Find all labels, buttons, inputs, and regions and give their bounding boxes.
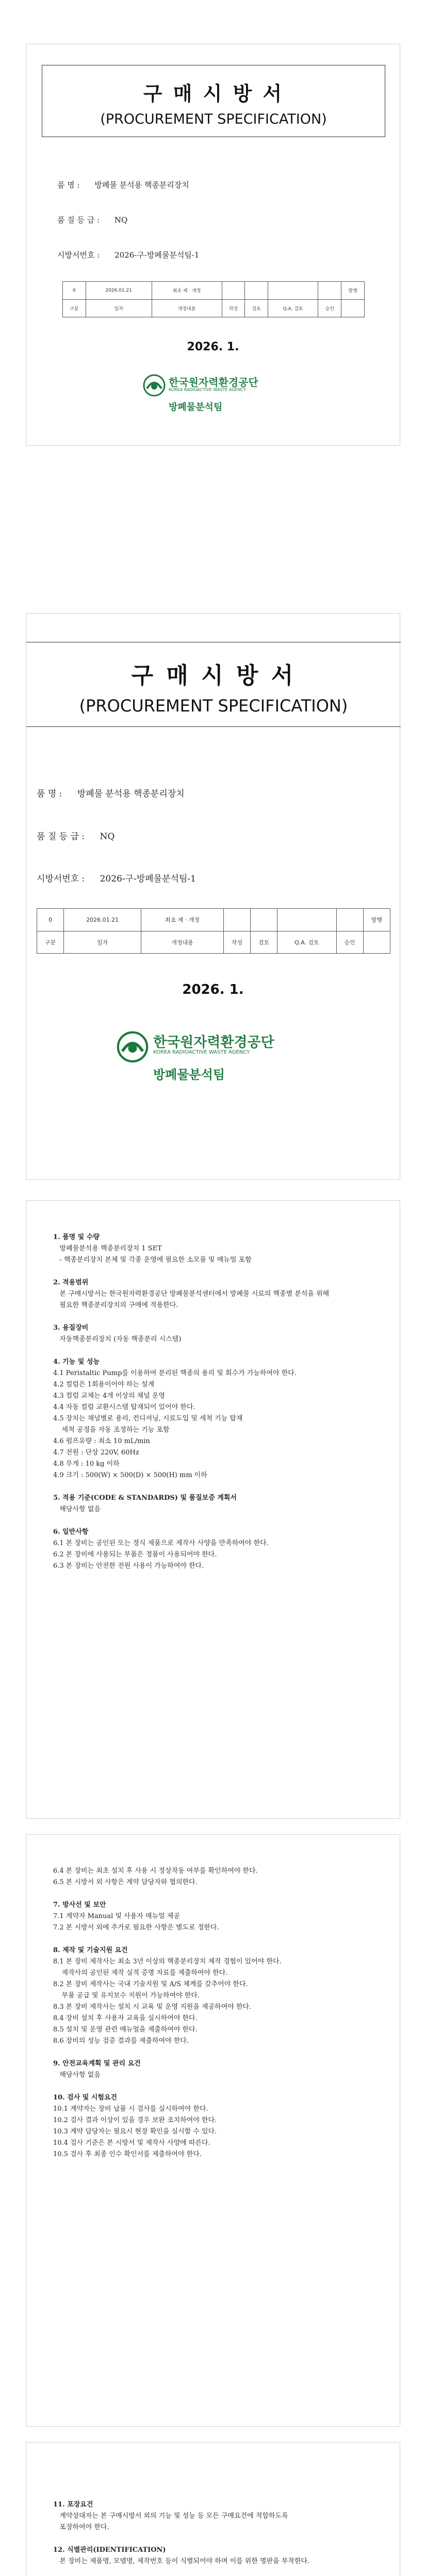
section-line: 4.1 Peristaltic Pump를 이용하여 분리된 핵종의 용리 및 회수가 가능하여야 한다.	[53, 1369, 297, 1377]
spec-page-3	[26, 2442, 400, 2576]
section-line: - 핵종분리장치 본체 및 각종 운영에 필요한 소모품 및 매뉴얼 포함	[53, 1256, 252, 1264]
cover-title-en: (PROCUREMENT SPECIFICATION)	[79, 696, 348, 716]
cover-title-box	[26, 642, 401, 727]
section-list-1	[53, 1232, 379, 1572]
section-heading: 11. 포장요건	[53, 2501, 93, 2509]
section-heading: 5. 적용 기준(CODE & STANDARDS) 및 품질보증 계획서	[53, 1494, 237, 1502]
section-line: 계약상대자는 본 구매시방서 외의 기능 및 성능 등 모든 구매요건에 적합하도록	[53, 2512, 288, 2520]
section-line: 방폐물분석용 핵종분리장치 1 SET	[53, 1245, 162, 1252]
cover-page-large	[26, 613, 400, 1180]
approval-table	[62, 281, 365, 317]
logo-name-ko: 한국원자력환경공단	[169, 376, 258, 388]
approval-row-data: 0 2026.01.21 최초 제 · 개정 발행	[63, 282, 365, 300]
section-line: 8.4 장비 설치 후 사용자 교육을 실시하여야 한다.	[53, 2014, 198, 2022]
section-line: 4.4 자동 컬럼 교환시스템 탑재되어 있어야 한다.	[53, 1403, 195, 1411]
approval-row-labels: 구분 일자 개정내용 작성 검토 Q.A. 검토 승인	[37, 931, 390, 954]
section-line: 10.4 검사 기준은 본 시방서 및 제작사 사양에 따른다.	[53, 2139, 210, 2147]
field-quality-grade: 품 질 등 급 : NQ	[37, 832, 115, 842]
section-heading: 6. 일반사항	[53, 1528, 89, 1536]
section-line: 6.3 본 장비는 안전한 전원 사용이 가능하여야 한다.	[53, 1562, 204, 1570]
approval-row-data: 0 2026.01.21 최초 제 · 개정 발행	[37, 909, 390, 931]
section-line	[53, 2567, 379, 2576]
section-line	[53, 2047, 379, 2058]
approval-table	[37, 908, 390, 954]
section-list-3	[53, 2499, 379, 2576]
section-line: 7.2 본 시방서 외에 추가로 필요한 사항은 별도로 정한다.	[53, 1924, 219, 1931]
cover-date: 2026. 1.	[187, 341, 239, 353]
section-line	[53, 1934, 379, 1945]
section-line: 6.1 본 장비는 공인된 또는 정식 제품으로 제작사 사양을 만족하여야 한다.	[53, 1539, 269, 1547]
section-line: 본 장비는 제품명, 모델명, 제작번호 등이 식별되어야 하며 이를 위한 명판을 부착한다.	[53, 2557, 310, 2565]
section-line: 8.2 본 장비 제작사는 국내 기술지원 및 A/S 체계를 갖추어야 한다.	[53, 1980, 248, 1988]
section-line: 6.4 본 장비는 최초 설치 후 사용 시 정상작동 여부를 확인하여야 한다.	[53, 1867, 258, 1875]
kora-logo-icon	[143, 374, 166, 397]
section-line: 필요한 핵종분리장치의 구매에 적용한다.	[53, 1301, 178, 1309]
section-line: 8.6 장비의 성능 검증 결과를 제출하여야 한다.	[53, 2037, 189, 2045]
logo-team: 방폐물분석팀	[153, 1067, 225, 1082]
spec-page-2	[26, 1834, 400, 2427]
section-line: 6.5 본 시방서 외 사항은 계약 담당자와 협의한다.	[53, 1878, 198, 1886]
section-line: 4.8 무게 : 10 kg 이하	[53, 1460, 120, 1468]
field-quality-grade: 품 질 등 급 : NQ	[57, 215, 128, 225]
section-line: 자동핵종분리장치 (자동 핵종분리 시스템)	[53, 1335, 182, 1343]
section-heading: 4. 기능 및 성능	[53, 1358, 100, 1366]
section-heading: 3. 용질장비	[53, 1324, 89, 1332]
section-line	[53, 1266, 379, 1277]
section-line: 10.3 계약 담당자는 필요시 현장 확인을 실시할 수 있다.	[53, 2128, 217, 2136]
cover-title-box	[42, 65, 385, 137]
section-line: 세척 공정을 자동 조정하는 기능 포함	[53, 1426, 170, 1434]
section-line: 제작사의 공인된 제작 실적 증명 자료를 제출하여야 한다.	[53, 1969, 228, 1977]
field-item-name: 품 명 : 방폐물 분석용 핵종분리장치	[37, 789, 185, 799]
section-line	[53, 2533, 379, 2545]
cover-title-en: (PROCUREMENT SPECIFICATION)	[100, 111, 327, 127]
section-line	[53, 1515, 379, 1527]
section-line: 부품 공급 및 유지보수 지원이 가능하여야 한다.	[53, 1992, 200, 1999]
logo-team: 방폐물분석팀	[169, 402, 223, 413]
section-line	[53, 2081, 379, 2092]
section-line: 포장하여야 한다.	[53, 2523, 109, 2531]
logo-name-en: KOREA RADIOACTIVE WASTE AGENCY	[153, 1049, 250, 1055]
section-line: 4.2 컬럼은 1회용이어야 하는 설계	[53, 1381, 155, 1388]
section-line: 4.6 펌프유량 : 최소 10 mL/min	[53, 1437, 150, 1445]
spec-page-1	[26, 1200, 400, 1819]
field-spec-number: 시방서번호 : 2026-구-방폐물분석팀-1	[37, 874, 196, 884]
cover-title-ko: 구 매 시 방 서	[131, 663, 296, 689]
logo-name-en: KOREA RADIOACTIVE WASTE AGENCY	[169, 387, 246, 392]
section-line: 해당사항 없음	[53, 1505, 101, 1513]
section-line: 4.3 컬럼 교체는 4개 이상의 채널 운영	[53, 1392, 165, 1400]
section-line: 8.3 본 장비 제작사는 설치 시 교육 및 운영 지원을 제공하여야 한다.	[53, 2003, 252, 2011]
section-list-2	[53, 1866, 379, 2160]
section-line: 7.1 계약자 Manual 및 사용자 매뉴얼 제공	[53, 1912, 180, 1920]
section-line	[53, 1888, 379, 1900]
logo-name-ko: 한국원자력환경공단	[153, 1035, 274, 1050]
cover-page-small	[26, 44, 400, 446]
section-line: 4.5 장치는 채널별로 용리, 컨디셔닝, 시료도입 및 세척 기능 탑재	[53, 1415, 243, 1422]
approval-row-labels: 구분 일자 개정내용 작성 검토 Q.A. 검토 승인	[63, 299, 365, 317]
cover-title-ko: 구 매 시 방 서	[143, 82, 284, 105]
section-heading: 8. 제작 및 기술지원 요건	[53, 1946, 128, 1954]
section-line: 8.5 설치 및 운영 관련 매뉴얼을 제출하여야 한다.	[53, 2026, 198, 2033]
section-line	[53, 1345, 379, 1357]
section-line: 4.9 크기 : 500(W) × 500(D) × 500(H) mm 이하	[53, 1471, 207, 1479]
section-heading: 12. 식별관리(IDENTIFICATION)	[53, 2546, 166, 2554]
section-heading: 10. 검사 및 시험요건	[53, 2094, 118, 2102]
section-line: 10.1 계약자는 장비 납품 시 검사를 실시하여야 한다.	[53, 2105, 208, 2113]
section-line: 10.5 검사 후 최종 인수 확인서를 제출하여야 한다.	[53, 2150, 202, 2158]
section-heading: 9. 안전교육계획 및 관리 요건	[53, 2060, 141, 2067]
section-line: 8.1 본 장비 제작사는 최소 3년 이상의 핵종분리장치 제작 경험이 있어야 한다.	[53, 1958, 282, 1965]
section-heading: 2. 적용범위	[53, 1279, 89, 1286]
section-line	[53, 1481, 379, 1493]
field-item-name: 품 명 : 방폐물 분석용 핵종분리장치	[57, 180, 189, 190]
section-heading: 7. 방사선 및 보안	[53, 1901, 106, 1909]
section-line: 10.2 검사 결과 이상이 있을 경우 보완 조치하여야 한다.	[53, 2116, 217, 2124]
section-line: 6.2 본 장비에 사용되는 부품은 정품이 사용되어야 한다.	[53, 1551, 217, 1558]
section-line	[53, 1311, 379, 1323]
section-line: 해당사항 없음	[53, 2071, 101, 2079]
cover-date: 2026. 1.	[182, 982, 244, 997]
section-line: 4.7 전원 : 단상 220V, 60Hz	[53, 1449, 139, 1456]
section-line: 본 구매시방서는 한국원자력환경공단 방폐물분석센터에서 방폐물 시료의 핵종별 분석을 위해	[53, 1290, 330, 1298]
field-spec-number: 시방서번호 : 2026-구-방폐물분석팀-1	[57, 250, 200, 260]
section-heading: 1. 품명 및 수량	[53, 1233, 100, 1241]
kora-logo-icon	[117, 1031, 149, 1063]
